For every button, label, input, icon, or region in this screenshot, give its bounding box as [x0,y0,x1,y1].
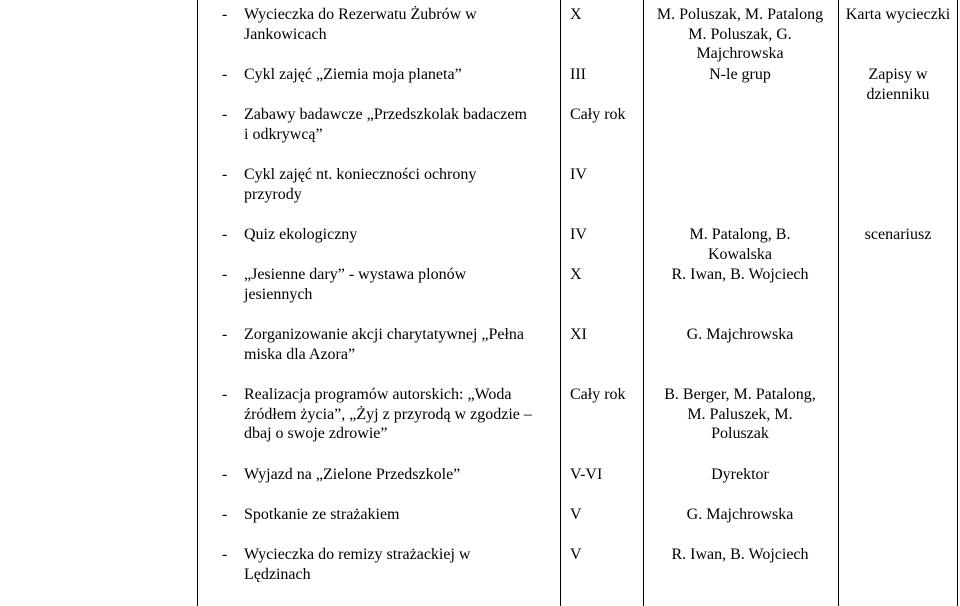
term-text: IV [570,166,587,183]
activity-text-line: Zorganizowanie akcji charytatywnej „Pełna [244,326,525,343]
person-text-line: R. Iwan, B. Wojciech [671,546,809,563]
term-text: III [570,66,586,83]
term-text: Cały rok [570,386,626,403]
activity-text-line: Realizacja programów autorskich: „Woda [244,386,512,403]
person-text-line: Dyrektor [711,466,769,483]
list-dash: - [222,546,228,563]
list-dash: - [222,466,228,483]
table-border-right [957,0,958,606]
list-dash: - [222,386,228,403]
list-dash: - [222,6,228,23]
activity-text-line: Quiz ekologiczny [244,226,358,243]
list-dash: - [222,326,228,343]
term-text: V-VI [570,466,603,483]
term-text: XI [570,326,587,343]
person-text-line: B. Berger, M. Patalong, [664,386,816,403]
activity-text-line: dbaj o swoje zdrowie” [244,425,388,442]
activity-text-line: Wycieczka do remizy strażackiej w [244,546,471,563]
activity-text-line: Spotkanie ze strażakiem [244,506,400,523]
term-text: V [570,506,582,523]
person-text-line: N-le grup [709,66,771,83]
term-text: X [570,6,582,23]
list-dash: - [222,226,228,243]
term-text: X [570,266,582,283]
term-text: IV [570,226,587,243]
activity-text-line: Lędzinach [244,565,311,583]
list-dash: - [222,506,228,523]
person-text-line: R. Iwan, B. Wojciech [671,266,809,283]
list-dash: - [222,166,228,183]
person-text-line: M. Poluszak, G. [688,25,792,43]
activity-text-line: miska dla Azora” [244,345,356,363]
activity-text-line: jesiennych [244,285,313,303]
person-text-line: G. Majchrowska [686,326,794,343]
person-text-line: Kowalska [708,245,772,263]
evidence-text-line: dzienniku [866,85,930,103]
list-dash: - [222,106,228,123]
activity-text-line: Cykl zajęć nt. konieczności ochrony [244,166,477,183]
activity-text-line: Zabawy badawcze „Przedszkolak badaczem [244,106,527,123]
term-text: Cały rok [570,106,626,123]
activity-text-line: Wyjazd na „Zielone Przedszkole” [244,466,461,483]
activity-text-line: Jankowicach [244,25,327,43]
term-text: V [570,546,582,563]
activity-text-line: przyrody [244,185,302,203]
list-dash: - [222,66,228,83]
person-text-line: Majchrowska [696,45,784,62]
activity-text-line: „Jesienne dary” - wystawa plonów [244,266,467,283]
person-text-line: Poluszak [711,425,769,442]
activity-text-line: Wycieczka do Rezerwatu Żubrów w [244,6,477,23]
evidence-text-line: Zapisy w [868,66,928,83]
list-dash: - [222,266,228,283]
person-text-line: M. Paluszek, M. [687,405,793,423]
activity-text-line: i odkrywcą” [244,125,323,143]
person-text-line: G. Majchrowska [686,506,794,523]
person-text-line: M. Poluszak, M. Patalong [656,6,824,23]
person-text-line: M. Patalong, B. [689,226,791,243]
evidence-text-line: Karta wycieczki [845,6,951,23]
evidence-text-line: scenariusz [864,226,932,243]
column-divider-activity [560,0,561,606]
activity-text-line: Cykl zajęć „Ziemia moja planeta” [244,66,462,83]
activity-text-line: źródłem życia”, „Żyj z przyrodą w zgodzie – [244,405,532,423]
table-border-left [197,0,198,606]
